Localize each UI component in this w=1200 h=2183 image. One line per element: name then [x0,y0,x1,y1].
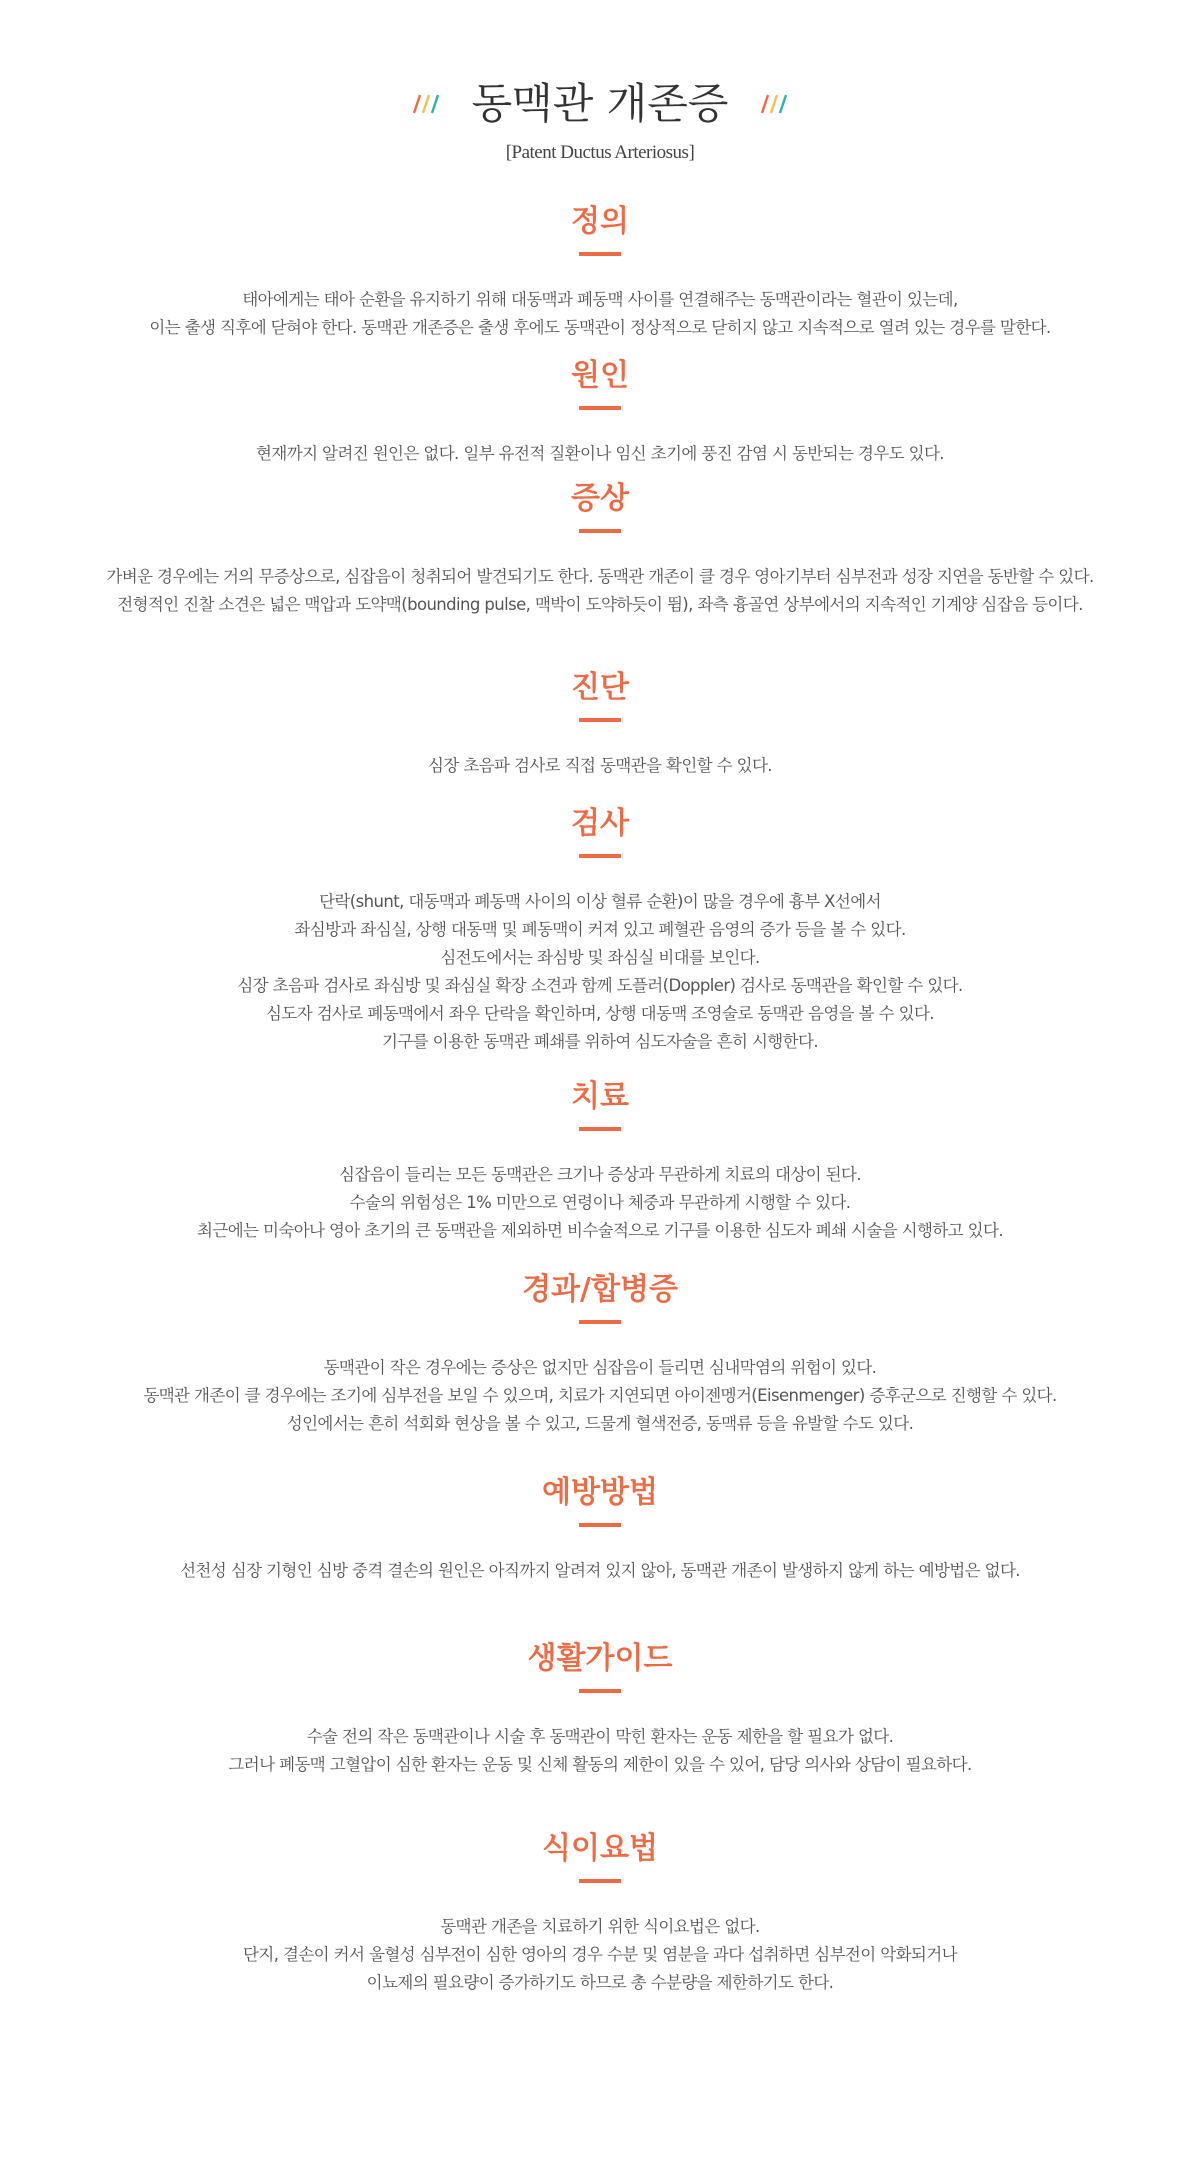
section-heading: 검사 [571,806,629,841]
section-heading: 원인 [571,358,629,393]
section-body [0,440,1200,468]
section-diet [0,1829,1200,1997]
section-body [0,752,1200,780]
section-body [0,1354,1200,1438]
body-line: 좌심방과 좌심실, 상행 대동맥 및 폐동맥이 커져 있고 폐혈관 음영의 증가 등을 볼 수 있다. [294,920,906,939]
body-line: 선천성 심장 기형인 심방 중격 결손의 원인은 아직까지 알려져 있지 않아, 동맥관 개존이 발생하지 않게 하는 예방법은 없다. [180,1561,1020,1580]
title-row [0,78,1200,130]
body-line: 심잡음이 들리는 모든 동맥관은 크기나 증상과 무관하게 치료의 대상이 된다. [339,1165,861,1184]
body-line: 수술의 위험성은 1% 미만으로 연령이나 체중과 무관하게 시행할 수 있다. [349,1193,851,1212]
body-line: 심장 초음파 검사로 직접 동맥관을 확인할 수 있다. [428,756,772,775]
body-line: 전형적인 진찰 소견은 넓은 맥압과 도약맥(bounding pulse, 맥박이 도약하듯이 뜀), 좌측 흉골연 상부에서의 지속적인 기계양 심잡음 등이다. [117,595,1083,614]
body-line: 이는 출생 직후에 닫혀야 한다. 동맥관 개존증은 출생 후에도 동맥관이 정상적으로 닫히지 않고 지속적으로 열려 있는 경우를 말한다. [149,318,1051,337]
section-tests [0,804,1200,1056]
heading-underline [579,406,621,410]
body-line: 단지, 결손이 커서 울혈성 심부전이 심한 영아의 경우 수분 및 염분을 과다 섭취하면 심부전이 악화되거나 [243,1945,957,1964]
section-body [0,1723,1200,1779]
body-line: 동맥관 개존이 클 경우에는 조기에 심부전을 보일 수 있으며, 치료가 지연되면 아이젠멩거(Eisenmenger) 증후군으로 진행할 수 있다. [143,1386,1057,1405]
heading-underline [579,529,621,533]
heading-underline [579,1879,621,1883]
section-heading: 정의 [571,204,629,239]
section-diagnosis [0,668,1200,780]
section-prevention [0,1473,1200,1585]
heading-underline [579,1523,621,1527]
body-line: 심장 초음파 검사로 좌심방 및 좌심실 확장 소견과 함께 도플러(Doppler) 검사로 동맥관을 확인할 수 있다. [237,976,963,995]
slash-decoration-icon [756,93,792,115]
section-body [0,563,1200,619]
section-body [0,888,1200,1056]
section-body [0,1161,1200,1245]
body-line: 동맥관 개존을 치료하기 위한 식이요법은 없다. [440,1917,760,1936]
heading-underline [579,718,621,722]
body-line: 이뇨제의 필요량이 증가하기도 하므로 총 수분량을 제한하기도 한다. [366,1973,834,1992]
section-heading: 생활가이드 [527,1641,673,1676]
page-title: 동맥관 개존증 [471,79,729,128]
section-life-guide [0,1639,1200,1779]
body-line: 심전도에서는 좌심방 및 좌심실 비대를 보인다. [440,948,760,967]
heading-underline [579,252,621,256]
heading-underline [579,1320,621,1324]
body-line: 동맥관이 작은 경우에는 증상은 없지만 심잡음이 들리면 심내막염의 위험이 있다. [323,1358,877,1377]
section-body [0,1557,1200,1585]
body-line: 현재까지 알려진 원인은 없다. 일부 유전적 질환이나 임신 초기에 풍진 감염 시 동반되는 경우도 있다. [256,444,944,463]
body-line: 태아에게는 태아 순환을 유지하기 위해 대동맥과 폐동맥 사이를 연결해주는 동맥관이라는 혈관이 있는데, [242,290,958,309]
section-heading: 예방방법 [542,1475,658,1510]
section-cause [0,356,1200,468]
page-subtitle: [Patent Ductus Arteriosus] [505,142,695,163]
heading-underline [579,854,621,858]
section-treatment [0,1077,1200,1245]
body-line: 그러나 폐동맥 고혈압이 심한 환자는 운동 및 신체 활동의 제한이 있을 수 있어, 담당 의사와 상담이 필요하다. [228,1755,972,1774]
section-heading: 증상 [571,481,629,516]
section-definition [0,202,1200,342]
section-body [0,286,1200,342]
body-line: 성인에서는 흔히 석회화 현상을 볼 수 있고, 드물게 혈색전증, 동맥류 등을 유발할 수도 있다. [286,1414,914,1433]
page-header [0,78,1200,164]
body-line: 최근에는 미숙아나 영아 초기의 큰 동맥관을 제외하면 비수술적으로 기구를 이용한 심도자 폐쇄 시술을 시행하고 있다. [197,1221,1003,1240]
section-prognosis [0,1270,1200,1438]
heading-underline [579,1689,621,1693]
body-line: 수술 전의 작은 동맥관이나 시술 후 동맥관이 막힌 환자는 운동 제한을 할 필요가 없다. [306,1727,894,1746]
body-line: 단락(shunt, 대동맥과 폐동맥 사이의 이상 혈류 순환)이 많을 경우에 흉부 X선에서 [319,892,881,911]
body-line: 심도자 검사로 폐동맥에서 좌우 단락을 확인하며, 상행 대동맥 조영술로 동맥관 음영을 볼 수 있다. [266,1004,934,1023]
section-heading: 식이요법 [542,1831,658,1866]
section-heading: 진단 [571,670,629,705]
body-line: 가벼운 경우에는 거의 무증상으로, 심잡음이 청취되어 발견되기도 한다. 동맥관 개존이 클 경우 영아기부터 심부전과 성장 지연을 동반할 수 있다. [106,567,1094,586]
section-heading: 경과/합병증 [522,1272,678,1307]
section-heading: 치료 [571,1079,629,1114]
section-body [0,1913,1200,1997]
slash-decoration-icon [408,93,444,115]
heading-underline [579,1127,621,1131]
section-symptoms [0,479,1200,619]
body-line: 기구를 이용한 동맥관 폐쇄를 위하여 심도자술을 흔히 시행한다. [382,1032,818,1051]
